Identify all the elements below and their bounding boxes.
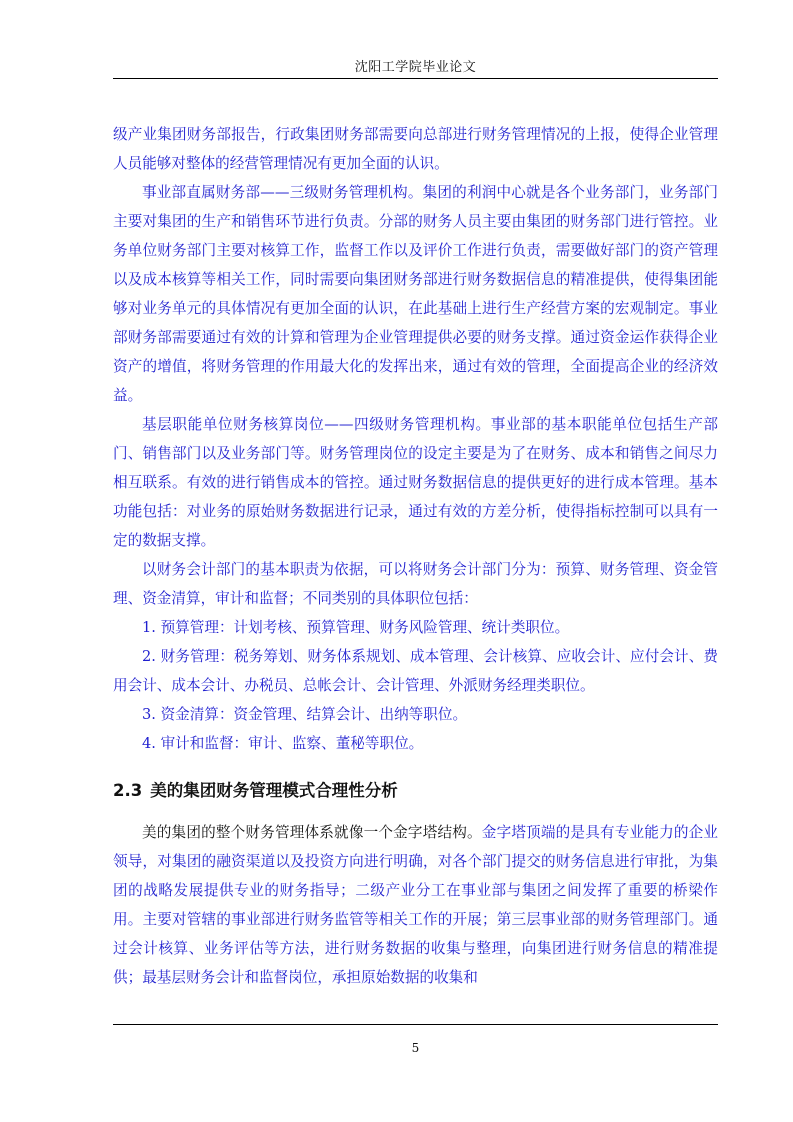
section-body-detail: 金字塔顶端的是具有专业能力的企业领导，对集团的融资渠道以及投资方向进行明确，对各个部门提交的财务信息进行审批，为集团的战略发展提供专业的财务指导；二级产业分工在事业部与集团之间发挥了重要的桥梁作用。主要对管辖的事业部进行财务监管等相关工作的开展；第三层事业部的财务管理部门。通过会计核算、业务评估等方法，进行财务数据的收集与整理，向集团进行财务信息的精准提供；最基层财务会计和监督岗位，承担原始数据的收集和: [113, 824, 718, 986]
list-item-finance: 2. 财务管理：税务筹划、财务体系规划、成本管理、会计核算、应收会计、应付会计、费用会计、成本会计、办税员、总帐会计、会计管理、外派财务经理类职位。: [113, 648, 718, 694]
section-body-intro: 美的集团的整个财务管理体系就像一个金字塔结构。: [142, 824, 482, 841]
paragraph-level-4: 基层职能单位财务核算岗位——四级财务管理机构。事业部的基本职能单位包括生产部门、销售部门以及业务部门等。财务管理岗位的设定主要是为了在财务、成本和销售之间尽力相互联系。有效的进行销售成本的管控。通过财务数据信息的提供更好的进行成本管理。基本功能包括：对业务的原始财务数据进行记录，通过有效的方差分析，使得指标控制可以具有一定的数据支撑。: [113, 416, 718, 549]
page-body: [113, 120, 718, 992]
list-item-audit: 4. 审计和监督：审计、监察、董秘等职位。: [142, 735, 424, 752]
section-title: 美的集团财务管理模式合理性分析: [150, 781, 398, 800]
paragraph-continuation: 级产业集团财务部报告，行政集团财务部需要向总部进行财务管理情况的上报，使得企业管理人员能够对整体的经营管理情况有更加全面的认识。: [113, 126, 718, 172]
paragraph-job-categories: 以财务会计部门的基本职责为依据，可以将财务会计部门分为：预算、财务管理、资金管理、资金清算，审计和监督；不同类别的具体职位包括：: [113, 561, 718, 607]
page-header-title: 沈阳工学院毕业论文: [354, 60, 477, 75]
list-item-clearing: 3. 资金清算：资金管理、结算会计、出纳等职位。: [142, 706, 468, 723]
header-divider: [113, 78, 718, 79]
section-paragraph: [113, 818, 718, 992]
section-heading: [113, 776, 718, 806]
list-item-budget: 1. 预算管理：计划考核、预算管理、财务风险管理、统计类职位。: [142, 619, 570, 636]
paragraph-level-3: 事业部直属财务部——三级财务管理机构。集团的利润中心就是各个业务部门，业务部门主要对集团的生产和销售环节进行负责。分部的财务人员主要由集团的财务部门进行管控。业务单位财务部门主要对核算工作，监督工作以及评价工作进行负责，需要做好部门的资产管理以及成本核算等相关工作，同时需要向集团财务部进行财务数据信息的精准提供，使得集团能够对业务单元的具体情况有更加全面的认识，在此基础上进行生产经营方案的宏观制定。事业部财务部需要通过有效的计算和管理为企业管理提供必要的财务支撑。通过资金运作获得企业资产的增值，将财务管理的作用最大化的发挥出来，通过有效的管理，全面提高企业的经济效益。: [113, 184, 718, 404]
footer-divider: [113, 1024, 718, 1025]
section-number: 2.3: [113, 781, 143, 800]
page-number: 5: [411, 1041, 420, 1055]
